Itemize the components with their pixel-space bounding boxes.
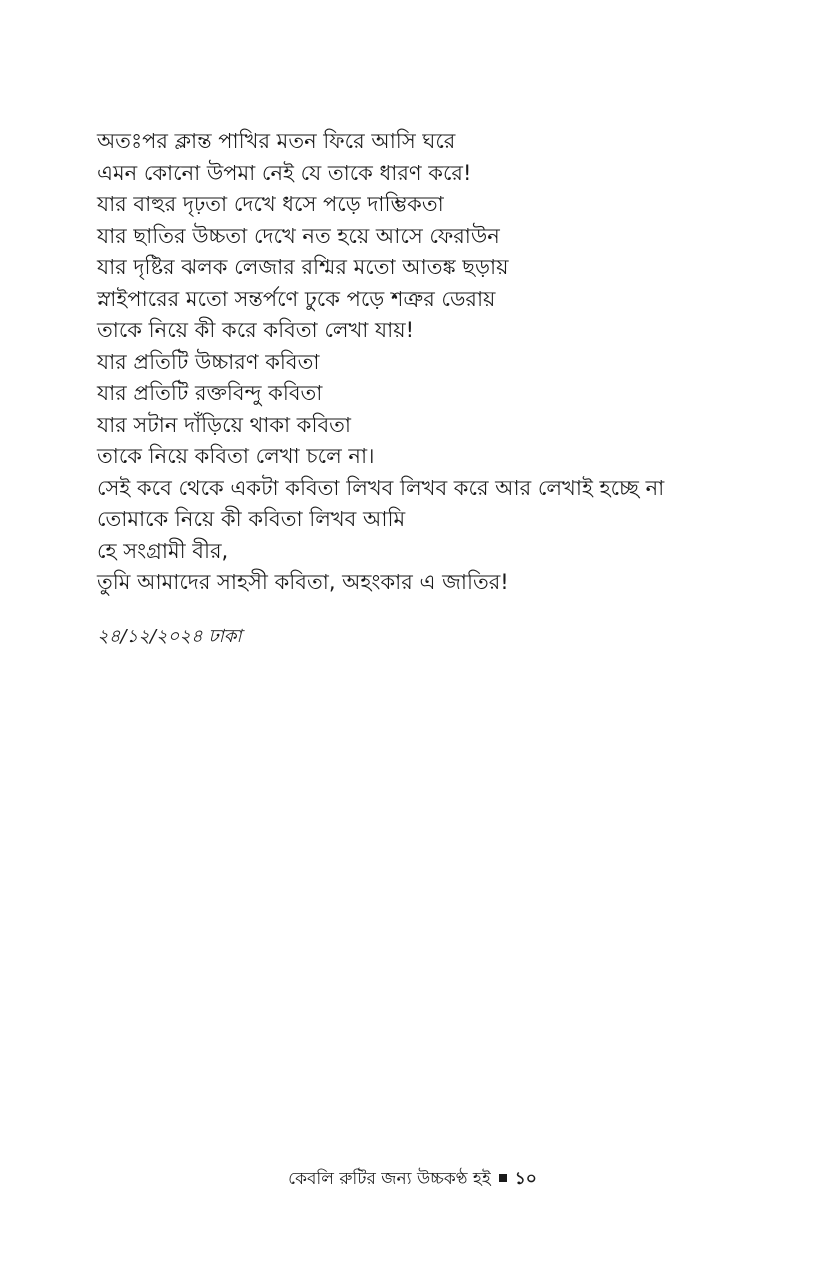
date-and-place: ২৪/১২/২০২৪ ঢাকা [97, 626, 242, 647]
poem-body [97, 126, 797, 599]
poem-line: স্নাইপারের মতো সন্তর্পণে ঢুকে পড়ে শত্রুর ডেরায় [97, 286, 496, 311]
poem-line: যার সটান দাঁড়িয়ে থাকা কবিতা [97, 412, 352, 437]
poem-line: তোমাকে নিয়ে কী কবিতা লিখব আমি [97, 507, 406, 531]
poem-line: সেই কবে থেকে একটা কবিতা লিখব লিখব করে আর লেখাই হচ্ছে না [97, 475, 665, 500]
poem-line: অতঃপর ক্লান্ত পাখির মতন ফিরে আসি ঘরে [97, 129, 456, 153]
poem-line: হে সংগ্রামী বীর, [97, 538, 229, 563]
page-number: ১০ [514, 1169, 537, 1189]
poem-line: যার বাহুর দৃঢ়তা দেখে ধসে পড়ে দাম্ভিকতা [97, 192, 444, 216]
poem-line: যার দৃষ্টির ঝলক লেজার রশ্মির মতো আতঙ্ক ছড়ায় [97, 255, 509, 279]
poem-line: তাকে নিয়ে কবিতা লেখা চলে না। [97, 444, 375, 468]
poem-line: তুমি আমাদের সাহসী কবিতা, অহংকার এ জাতির! [97, 570, 509, 594]
page-footer [0, 1166, 825, 1192]
poem-line: তাকে নিয়ে কী করে কবিতা লেখা যায়! [97, 318, 415, 342]
square-separator-icon [499, 1174, 507, 1182]
poem-line: যার ছাতির উচ্চতা দেখে নত হয়ে আসে ফেরাউন [97, 223, 500, 248]
book-title: কেবলি রুটির জন্য উচ্চকণ্ঠ হই [288, 1169, 491, 1189]
poem-line: যার প্রতিটি উচ্চারণ কবিতা [97, 349, 320, 374]
poem-line: যার প্রতিটি রক্তবিন্দু কবিতা [97, 381, 323, 405]
poem-line: এমন কোনো উপমা নেই যে তাকে ধারণ করে! [97, 160, 472, 185]
